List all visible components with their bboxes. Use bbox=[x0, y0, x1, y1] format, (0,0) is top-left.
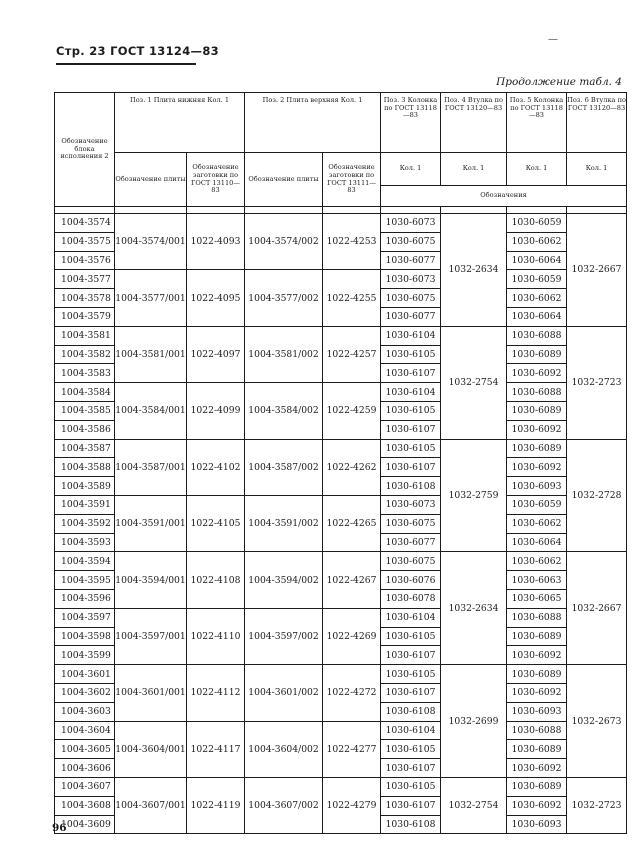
column-code-pos5: 1030-6062 bbox=[507, 514, 567, 533]
bushing-code-pos4: 1032-2634 bbox=[441, 552, 507, 665]
column-code-pos3: 1030-6107 bbox=[381, 646, 441, 665]
specification-table bbox=[54, 92, 627, 834]
column-code-pos5: 1030-6089 bbox=[507, 345, 567, 364]
column-code-pos3: 1030-6104 bbox=[381, 326, 441, 345]
column-code-pos3: 1030-6107 bbox=[381, 796, 441, 815]
header-pos4: Поз. 4 Втулка по ГОСТ 13120—83 bbox=[441, 93, 507, 153]
block-code: 1004-3587 bbox=[55, 439, 115, 458]
bushing-code-pos4: 1032-2634 bbox=[441, 214, 507, 327]
blank-code-2: 1022-4272 bbox=[323, 665, 381, 721]
bushing-code-pos4: 1032-2754 bbox=[441, 777, 507, 833]
block-code: 1004-3578 bbox=[55, 289, 115, 308]
block-code: 1004-3576 bbox=[55, 251, 115, 270]
column-code-pos3: 1030-6077 bbox=[381, 307, 441, 326]
table-row bbox=[55, 439, 627, 458]
column-code-pos5: 1030-6089 bbox=[507, 740, 567, 759]
header-blank-code: Обозначение заготовки по ГОСТ 13110—83 bbox=[187, 153, 245, 207]
blank-code: 1022-4102 bbox=[187, 439, 245, 495]
column-code-pos5: 1030-6089 bbox=[507, 401, 567, 420]
column-code-pos5: 1030-6059 bbox=[507, 214, 567, 233]
column-code-pos3: 1030-6073 bbox=[381, 270, 441, 289]
column-code-pos3: 1030-6107 bbox=[381, 364, 441, 383]
column-code-pos5: 1030-6092 bbox=[507, 458, 567, 477]
block-code: 1004-3575 bbox=[55, 232, 115, 251]
blank-code: 1022-4099 bbox=[187, 383, 245, 439]
column-code-pos5: 1030-6063 bbox=[507, 571, 567, 590]
column-code-pos5: 1030-6089 bbox=[507, 777, 567, 796]
column-code-pos3: 1030-6104 bbox=[381, 383, 441, 402]
header-pos2: Поз. 2 Плита верхняя Кол. 1 bbox=[245, 93, 381, 153]
column-code-pos5: 1030-6064 bbox=[507, 251, 567, 270]
table-row bbox=[55, 270, 627, 289]
column-code-pos5: 1030-6088 bbox=[507, 326, 567, 345]
blank-code: 1022-4110 bbox=[187, 608, 245, 664]
column-code-pos3: 1030-6105 bbox=[381, 665, 441, 684]
column-code-pos3: 1030-6107 bbox=[381, 759, 441, 778]
column-code-pos3: 1030-6075 bbox=[381, 289, 441, 308]
block-code: 1004-3601 bbox=[55, 665, 115, 684]
column-code-pos5: 1030-6062 bbox=[507, 552, 567, 571]
page-header-block bbox=[56, 44, 219, 58]
column-code-pos5: 1030-6093 bbox=[507, 477, 567, 496]
bushing-code-pos6: 1032-2723 bbox=[567, 326, 627, 439]
block-code: 1004-3589 bbox=[55, 477, 115, 496]
table-row bbox=[55, 721, 627, 740]
column-code-pos3: 1030-6107 bbox=[381, 420, 441, 439]
column-code-pos5: 1030-6062 bbox=[507, 289, 567, 308]
column-code-pos3: 1030-6075 bbox=[381, 232, 441, 251]
column-code-pos5: 1030-6092 bbox=[507, 646, 567, 665]
header-blank-code-2: Обозначение заготовки по ГОСТ 13111—83 bbox=[323, 153, 381, 207]
plate-code: 1004-3574/001 bbox=[115, 214, 187, 270]
table-row bbox=[55, 552, 627, 571]
column-code-pos3: 1030-6105 bbox=[381, 439, 441, 458]
column-code-pos3: 1030-6105 bbox=[381, 627, 441, 646]
column-code-pos3: 1030-6108 bbox=[381, 702, 441, 721]
blank-code: 1022-4108 bbox=[187, 552, 245, 608]
page-header: Стр. 23 ГОСТ 13124—83 bbox=[56, 44, 219, 58]
block-code: 1004-3594 bbox=[55, 552, 115, 571]
block-code: 1004-3592 bbox=[55, 514, 115, 533]
column-code-pos3: 1030-6077 bbox=[381, 533, 441, 552]
column-code-pos3: 1030-6078 bbox=[381, 589, 441, 608]
header-pos3: Поз. 3 Колонка по ГОСТ 13118—83 bbox=[381, 93, 441, 153]
blank-code: 1022-4093 bbox=[187, 214, 245, 270]
plate-code: 1004-3587/001 bbox=[115, 439, 187, 495]
block-code: 1004-3602 bbox=[55, 683, 115, 702]
column-code-pos5: 1030-6064 bbox=[507, 307, 567, 326]
block-code: 1004-3605 bbox=[55, 740, 115, 759]
block-code: 1004-3585 bbox=[55, 401, 115, 420]
bushing-code-pos6: 1032-2667 bbox=[567, 552, 627, 665]
column-code-pos5: 1030-6092 bbox=[507, 364, 567, 383]
header-pos1: Поз. 1 Плита нижняя Кол. 1 bbox=[115, 93, 245, 153]
blank-code-2: 1022-4279 bbox=[323, 777, 381, 833]
bushing-code-pos6: 1032-2673 bbox=[567, 665, 627, 778]
column-code-pos5: 1030-6089 bbox=[507, 439, 567, 458]
column-code-pos5: 1030-6092 bbox=[507, 796, 567, 815]
column-code-pos5: 1030-6088 bbox=[507, 383, 567, 402]
plate-code-2: 1004-3584/002 bbox=[245, 383, 323, 439]
blank-code-2: 1022-4253 bbox=[323, 214, 381, 270]
blank-code-2: 1022-4255 bbox=[323, 270, 381, 326]
bushing-code-pos4: 1032-2699 bbox=[441, 665, 507, 778]
column-code-pos5: 1030-6062 bbox=[507, 232, 567, 251]
plate-code-2: 1004-3601/002 bbox=[245, 665, 323, 721]
column-code-pos5: 1030-6092 bbox=[507, 759, 567, 778]
header-rule bbox=[56, 63, 196, 65]
plate-code: 1004-3577/001 bbox=[115, 270, 187, 326]
header-kol-6: Кол. 1 bbox=[567, 153, 627, 186]
plate-code: 1004-3607/001 bbox=[115, 777, 187, 833]
header-pos5: Поз. 5 Колонка по ГОСТ 13118—83 bbox=[507, 93, 567, 153]
header-spacer-row bbox=[55, 207, 627, 214]
block-code: 1004-3574 bbox=[55, 214, 115, 233]
header-pos6: Поз. 6 Втулка по ГОСТ 13120—83 bbox=[567, 93, 627, 153]
table-row bbox=[55, 608, 627, 627]
column-code-pos5: 1030-6064 bbox=[507, 533, 567, 552]
table-row bbox=[55, 495, 627, 514]
block-code: 1004-3604 bbox=[55, 721, 115, 740]
header-plate-code-2: Обозначение плиты bbox=[245, 153, 323, 207]
block-code: 1004-3609 bbox=[55, 815, 115, 834]
column-code-pos5: 1030-6088 bbox=[507, 721, 567, 740]
block-code: 1004-3606 bbox=[55, 759, 115, 778]
plate-code: 1004-3594/001 bbox=[115, 552, 187, 608]
block-code: 1004-3591 bbox=[55, 495, 115, 514]
column-code-pos3: 1030-6105 bbox=[381, 777, 441, 796]
plate-code-2: 1004-3604/002 bbox=[245, 721, 323, 777]
plate-code-2: 1004-3581/002 bbox=[245, 326, 323, 382]
table-row bbox=[55, 777, 627, 796]
block-code: 1004-3586 bbox=[55, 420, 115, 439]
block-code: 1004-3607 bbox=[55, 777, 115, 796]
plate-code: 1004-3591/001 bbox=[115, 495, 187, 551]
block-code: 1004-3608 bbox=[55, 796, 115, 815]
blank-code: 1022-4095 bbox=[187, 270, 245, 326]
column-code-pos3: 1030-6105 bbox=[381, 740, 441, 759]
table-row bbox=[55, 326, 627, 345]
plate-code: 1004-3584/001 bbox=[115, 383, 187, 439]
blank-code-2: 1022-4267 bbox=[323, 552, 381, 608]
column-code-pos5: 1030-6065 bbox=[507, 589, 567, 608]
block-code: 1004-3577 bbox=[55, 270, 115, 289]
block-code: 1004-3588 bbox=[55, 458, 115, 477]
bushing-code-pos4: 1032-2754 bbox=[441, 326, 507, 439]
block-code: 1004-3584 bbox=[55, 383, 115, 402]
plate-code-2: 1004-3594/002 bbox=[245, 552, 323, 608]
corner-mark: — bbox=[548, 34, 558, 45]
bushing-code-pos6: 1032-2728 bbox=[567, 439, 627, 552]
blank-code-2: 1022-4257 bbox=[323, 326, 381, 382]
header-kol-4: Кол. 1 bbox=[441, 153, 507, 186]
blank-code-2: 1022-4262 bbox=[323, 439, 381, 495]
column-code-pos5: 1030-6059 bbox=[507, 495, 567, 514]
column-code-pos5: 1030-6089 bbox=[507, 665, 567, 684]
column-code-pos3: 1030-6077 bbox=[381, 251, 441, 270]
block-code: 1004-3595 bbox=[55, 571, 115, 590]
plate-code: 1004-3597/001 bbox=[115, 608, 187, 664]
column-code-pos5: 1030-6093 bbox=[507, 815, 567, 834]
column-code-pos3: 1030-6108 bbox=[381, 815, 441, 834]
column-code-pos3: 1030-6073 bbox=[381, 214, 441, 233]
block-code: 1004-3582 bbox=[55, 345, 115, 364]
page-number: 96 bbox=[52, 822, 67, 834]
column-code-pos5: 1030-6089 bbox=[507, 627, 567, 646]
plate-code-2: 1004-3577/002 bbox=[245, 270, 323, 326]
column-code-pos3: 1030-6076 bbox=[381, 571, 441, 590]
plate-code-2: 1004-3597/002 bbox=[245, 608, 323, 664]
blank-code-2: 1022-4277 bbox=[323, 721, 381, 777]
column-code-pos5: 1030-6093 bbox=[507, 702, 567, 721]
block-code: 1004-3593 bbox=[55, 533, 115, 552]
table-row bbox=[55, 665, 627, 684]
bushing-code-pos4: 1032-2759 bbox=[441, 439, 507, 552]
plate-code: 1004-3581/001 bbox=[115, 326, 187, 382]
table-row bbox=[55, 214, 627, 233]
plate-code-2: 1004-3587/002 bbox=[245, 439, 323, 495]
block-code: 1004-3581 bbox=[55, 326, 115, 345]
block-code: 1004-3603 bbox=[55, 702, 115, 721]
header-blok: Обозначение блока исполнения 2 bbox=[55, 93, 115, 207]
blank-code: 1022-4105 bbox=[187, 495, 245, 551]
column-code-pos5: 1030-6088 bbox=[507, 608, 567, 627]
block-code: 1004-3598 bbox=[55, 627, 115, 646]
header-plate-code: Обозначение плиты bbox=[115, 153, 187, 207]
plate-code-2: 1004-3574/002 bbox=[245, 214, 323, 270]
column-code-pos3: 1030-6108 bbox=[381, 477, 441, 496]
column-code-pos3: 1030-6073 bbox=[381, 495, 441, 514]
header-kol-3: Кол. 1 bbox=[381, 153, 441, 186]
column-code-pos3: 1030-6075 bbox=[381, 552, 441, 571]
block-code: 1004-3583 bbox=[55, 364, 115, 383]
column-code-pos5: 1030-6092 bbox=[507, 420, 567, 439]
plate-code: 1004-3604/001 bbox=[115, 721, 187, 777]
column-code-pos3: 1030-6107 bbox=[381, 458, 441, 477]
blank-code-2: 1022-4259 bbox=[323, 383, 381, 439]
block-code: 1004-3596 bbox=[55, 589, 115, 608]
blank-code: 1022-4117 bbox=[187, 721, 245, 777]
table-continuation-label: Продолжение табл. 4 bbox=[496, 76, 622, 88]
blank-code: 1022-4112 bbox=[187, 665, 245, 721]
column-code-pos3: 1030-6104 bbox=[381, 608, 441, 627]
block-code: 1004-3597 bbox=[55, 608, 115, 627]
column-code-pos3: 1030-6075 bbox=[381, 514, 441, 533]
bushing-code-pos6: 1032-2667 bbox=[567, 214, 627, 327]
block-code: 1004-3579 bbox=[55, 307, 115, 326]
block-code: 1004-3599 bbox=[55, 646, 115, 665]
column-code-pos3: 1030-6104 bbox=[381, 721, 441, 740]
blank-code: 1022-4097 bbox=[187, 326, 245, 382]
column-code-pos5: 1030-6059 bbox=[507, 270, 567, 289]
header-kol-5: Кол. 1 bbox=[507, 153, 567, 186]
plate-code-2: 1004-3607/002 bbox=[245, 777, 323, 833]
bushing-code-pos6: 1032-2723 bbox=[567, 777, 627, 833]
blank-code-2: 1022-4269 bbox=[323, 608, 381, 664]
column-code-pos5: 1030-6092 bbox=[507, 683, 567, 702]
table-row bbox=[55, 383, 627, 402]
header-oboznacheniya: Обозначения bbox=[381, 186, 627, 207]
column-code-pos3: 1030-6105 bbox=[381, 345, 441, 364]
plate-code: 1004-3601/001 bbox=[115, 665, 187, 721]
blank-code: 1022-4119 bbox=[187, 777, 245, 833]
column-code-pos3: 1030-6105 bbox=[381, 401, 441, 420]
blank-code-2: 1022-4265 bbox=[323, 495, 381, 551]
plate-code-2: 1004-3591/002 bbox=[245, 495, 323, 551]
column-code-pos3: 1030-6107 bbox=[381, 683, 441, 702]
